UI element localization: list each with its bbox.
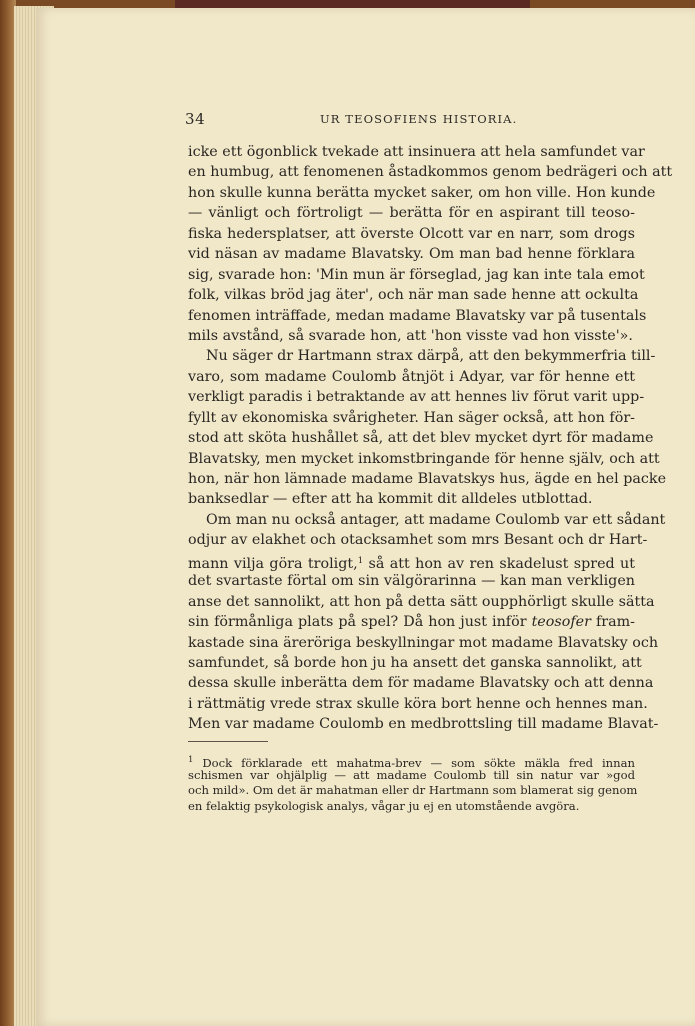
text-fragment: fram- bbox=[590, 614, 635, 631]
text-line: — vänligt och förtroligt — berätta för en aspirant till teoso- bbox=[188, 205, 635, 222]
footnote-text: Dock förklarade ett mahatma-brev — som sökte mäkla fred innan bbox=[202, 756, 635, 770]
text-line: mils avstånd, så svarade hon, att 'hon visste vad hon visste'». bbox=[188, 327, 633, 344]
text-line bbox=[188, 612, 635, 632]
text-line: Blavatsky, men mycket inkomstbringande för henne själv, och att bbox=[188, 450, 660, 467]
text-line: varo, som madame Coulomb åtnjöt i Adyar, var för henne ett bbox=[188, 368, 635, 385]
footnote-line: schismen var ohjälplig — att madame Coulomb till sin natur var »god bbox=[188, 768, 635, 783]
text-line: stod att sköta hushållet så, att det blev mycket dyrt för madame bbox=[188, 430, 654, 447]
text-line: Men var madame Coulomb en medbrottsling till madame Blavat- bbox=[188, 716, 659, 733]
text-line: fenomen inträffade, medan madame Blavatsky var på tusentals bbox=[188, 307, 647, 324]
italic-word: teosofer bbox=[531, 614, 591, 631]
text-line: anse det sannolikt, att hon på detta sätt oupphörligt skulle sätta bbox=[188, 593, 655, 610]
page-number: 34 bbox=[185, 110, 206, 128]
text-line: hon, när hon lämnade madame Blavatskys hus, ägde en hel packe bbox=[188, 471, 667, 487]
book-cover-band bbox=[175, 0, 530, 8]
footnote-line: en felaktig psykologisk analys, vågar ju ej en utomstående avgöra. bbox=[188, 798, 580, 813]
text-line: verkligt paradis i betraktande av att hennes liv förut varit upp- bbox=[188, 389, 645, 406]
text-fragment: mann vilja göra troligt, bbox=[188, 555, 358, 572]
text-line: dessa skulle inberätta dem för madame Blavatsky och att denna bbox=[188, 675, 654, 692]
text-line: fyllt av ekonomiska svårigheter. Han säger också, att hon för- bbox=[188, 409, 635, 426]
footnote-line: och mild». Om det är mahatman eller dr Hartmann som blamerat sig genom bbox=[188, 783, 638, 798]
text-line: folk, vilkas bröd jag äter', och när man sade henne att ockulta bbox=[188, 287, 639, 304]
text-line: sig, svarade hon: 'Min mun är förseglad, jag kan inte tala emot bbox=[188, 266, 645, 283]
text-line: vid näsan av madame Blavatsky. Om man bad henne förklara bbox=[188, 246, 635, 263]
text-line: odjur av elakhet och otacksamhet som mrs Besant och dr Hart- bbox=[188, 532, 648, 549]
running-title: UR TEOSOFIENS HISTORIA. bbox=[320, 112, 518, 126]
text-line: i rättmätig vrede strax skulle köra bort henne och hennes man. bbox=[188, 695, 648, 712]
footnote-number: 1 bbox=[188, 755, 194, 765]
text-line: kastade sina äreröriga beskyllningar mot madame Blavatsky och bbox=[188, 634, 659, 651]
text-line: banksedlar — efter att ha kommit dit alldeles utblottad. bbox=[188, 491, 593, 508]
text-line: Om man nu också antager, att madame Coulomb var ett sådant bbox=[206, 511, 666, 528]
text-fragment: så att hon av ren skadelust spred ut bbox=[363, 555, 636, 572]
text-line: det svartaste förtal om sin välgörarinna — kan man verkligen bbox=[188, 573, 635, 590]
footnote-rule bbox=[188, 741, 268, 742]
page-header bbox=[185, 110, 635, 130]
text-line bbox=[188, 551, 635, 571]
footnote-line bbox=[188, 753, 635, 768]
text-fragment: sin förmånliga plats på spel? Då hon just inför bbox=[188, 614, 532, 631]
text-line: hon skulle kunna berätta mycket saker, om hon ville. Hon kunde bbox=[188, 184, 656, 201]
text-line: fiska hedersplatser, att överste Olcott var en narr, som drogs bbox=[188, 225, 635, 242]
text-line: en humbug, att fenomenen åstadkommos genom bedrägeri och att bbox=[188, 164, 673, 181]
body-text bbox=[188, 142, 673, 735]
text-line: icke ett ögonblick tvekade att insinuera att hela samfundet var bbox=[188, 144, 645, 160]
text-line: samfundet, så borde hon ju ha ansett det ganska sannolikt, att bbox=[188, 654, 642, 671]
text-line: Nu säger dr Hartmann strax därpå, att den bekymmerfria till- bbox=[206, 348, 656, 365]
footnote bbox=[188, 753, 638, 814]
footnote-marker: 1 bbox=[357, 555, 364, 566]
